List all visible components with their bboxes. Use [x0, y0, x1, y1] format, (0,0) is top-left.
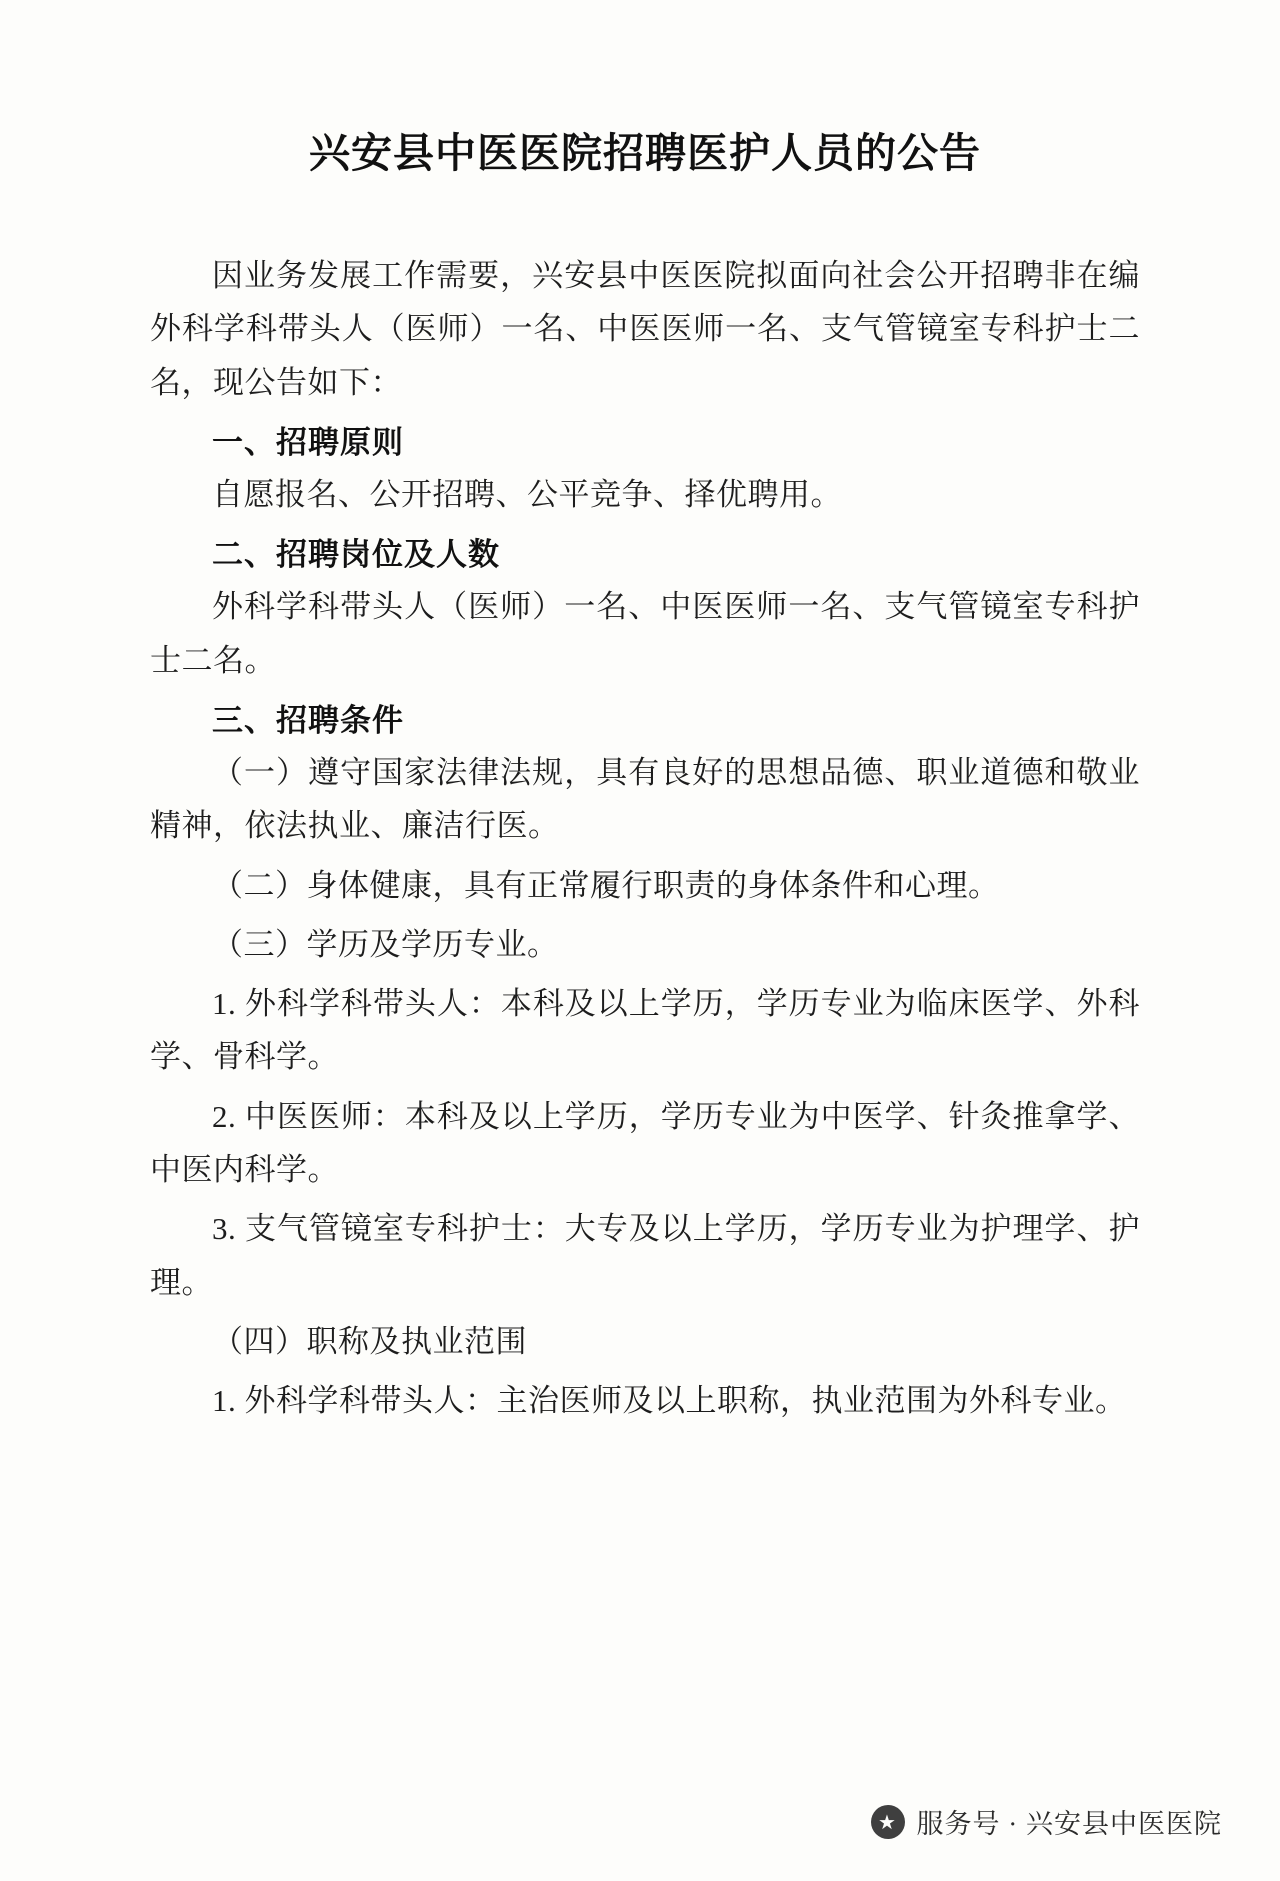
footer-text: 服务号 · 兴安县中医医院	[916, 1809, 1222, 1839]
section-3-paragraph-1: （一）遵守国家法律法规，具有良好的思想品德、职业道德和敬业精神，依法执业、廉洁行医。	[150, 754, 1140, 844]
section-3-paragraph-2: （二）身体健康，具有正常履行职责的身体条件和心理。	[212, 867, 1000, 903]
page-title: 兴安县中医医院招聘医护人员的公告	[309, 130, 981, 176]
section-heading-3: 三、招聘条件	[212, 702, 404, 738]
footer-attribution	[871, 1802, 1223, 1841]
section-3-paragraph-6: 3. 支气管镜室专科护士：大专及以上学历，学历专业为护理学、护理。	[150, 1211, 1140, 1300]
section-3-paragraph-4: 1. 外科学科带头人：本科及以上学历，学历专业为临床医学、外科学、骨科学。	[150, 986, 1140, 1075]
section-3-paragraph-3: （三）学历及学历专业。	[212, 926, 559, 962]
section-1-paragraph-1: 自愿报名、公开招聘、公平竞争、择优聘用。	[212, 476, 842, 512]
section-3-paragraph-5: 2. 中医医师：本科及以上学历，学历专业为中医学、针灸推拿学、中医内科学。	[150, 1098, 1140, 1188]
section-3-paragraph-7: （四）职称及执业范围	[212, 1324, 527, 1359]
section-heading-2: 二、招聘岗位及人数	[212, 537, 500, 573]
intro-paragraph: 因业务发展工作需要，兴安县中医医院拟面向社会公开招聘非在编外科学科带头人（医师）一名、中医医师一名、支气管镜室专科护士二名，现公告如下：	[150, 258, 1140, 400]
wechat-icon: ★	[871, 1805, 905, 1839]
document-body	[150, 120, 1140, 1434]
section-3-paragraph-8: 1. 外科学科带头人：主治医师及以上职称，执业范围为外科专业。	[212, 1383, 1127, 1419]
section-2-paragraph-1: 外科学科带头人（医师）一名、中医医师一名、支气管镜室专科护士二名。	[150, 589, 1140, 678]
section-heading-1: 一、招聘原则	[212, 424, 404, 460]
